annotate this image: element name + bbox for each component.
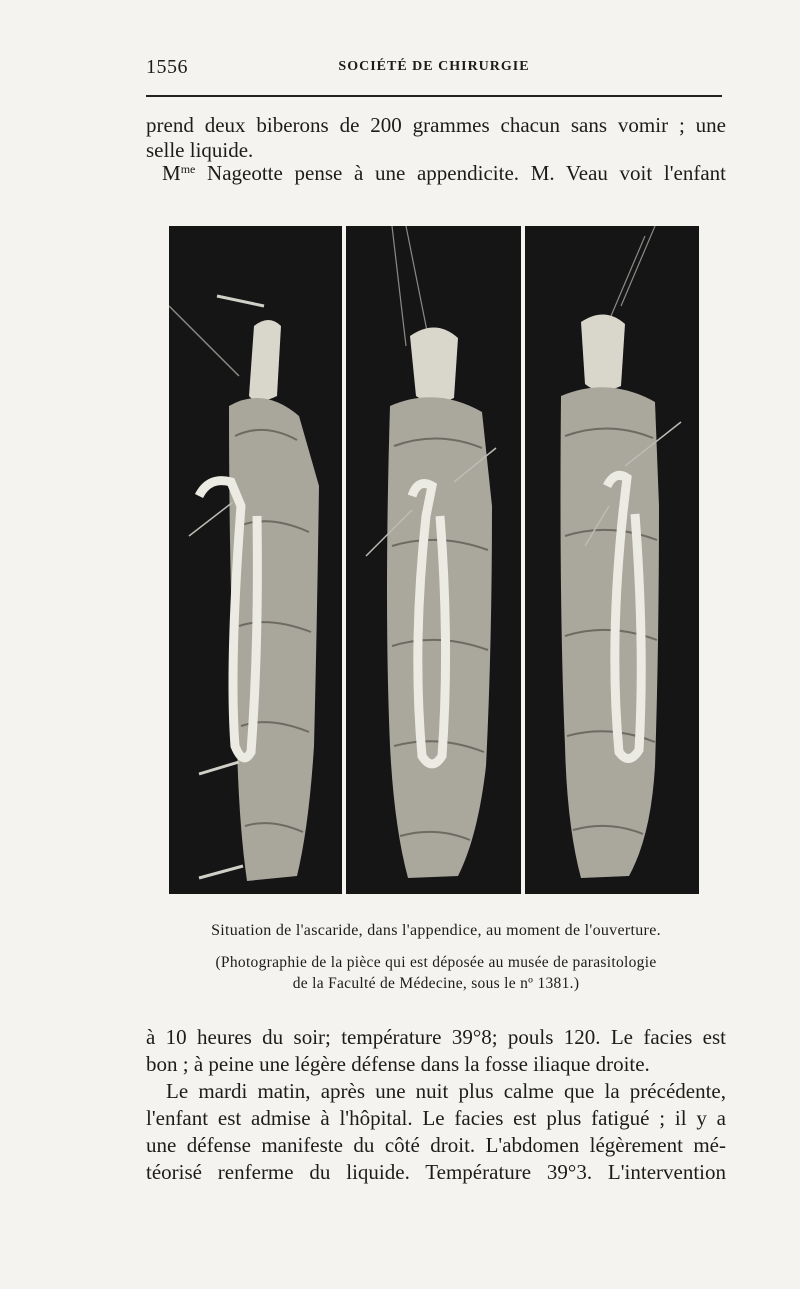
- photo-panel-center: [346, 226, 521, 894]
- figure-caption-note: [146, 952, 726, 994]
- text-line: bon ; à peine une légère défense dans la fosse iliaque droite.: [146, 1052, 650, 1076]
- text-line: téorisé renferme du liquide. Température 39°3. L'intervention: [146, 1160, 726, 1184]
- specimen-photo-right: [525, 226, 699, 894]
- paragraph-bottom: [146, 1024, 726, 1186]
- photo-panel-left: [169, 226, 342, 894]
- running-title: SOCIÉTÉ DE CHIRURGIE: [338, 59, 530, 74]
- photo-figure: [169, 226, 699, 894]
- text-line: Le mardi matin, après une nuit plus calme que la précédente,: [166, 1079, 726, 1103]
- text-line: [146, 161, 726, 186]
- figure-caption: Situation de l'ascaride, dans l'appendice, au moment de l'ouverture.: [211, 922, 661, 939]
- text-line-rest: Nageotte pense à une appendicite. M. Veau voit l'enfant: [195, 161, 726, 185]
- paragraph-second: [146, 161, 726, 186]
- text-line: l'enfant est admise à l'hôpital. Le facies est plus fatigué ; il y a: [146, 1106, 726, 1130]
- text-line: prend deux biberons de 200 grammes chacun sans vomir ; une: [146, 113, 726, 137]
- caption-note-line: (Photographie de la pièce qui est déposée au musée de parasitologie: [215, 954, 657, 971]
- photo-panel-right: [525, 226, 699, 894]
- header-rule: [146, 95, 722, 97]
- text-line: une défense manifeste du côté droit. L'abdomen légèrement mé-: [146, 1133, 726, 1157]
- page-header: [146, 56, 722, 84]
- specimen-photo-left: [169, 226, 342, 894]
- specimen-photo-center: [346, 226, 521, 894]
- honorific: M: [162, 161, 181, 185]
- page-number: 1556: [146, 56, 188, 78]
- text-line: selle liquide.: [146, 138, 254, 162]
- honorific-superscript: me: [180, 162, 196, 176]
- caption-note-line: de la Faculté de Médecine, sous le nº 1381.): [292, 975, 580, 992]
- text-line: à 10 heures du soir; température 39°8; pouls 120. Le facies est: [146, 1025, 726, 1049]
- paragraph-top: [146, 113, 726, 163]
